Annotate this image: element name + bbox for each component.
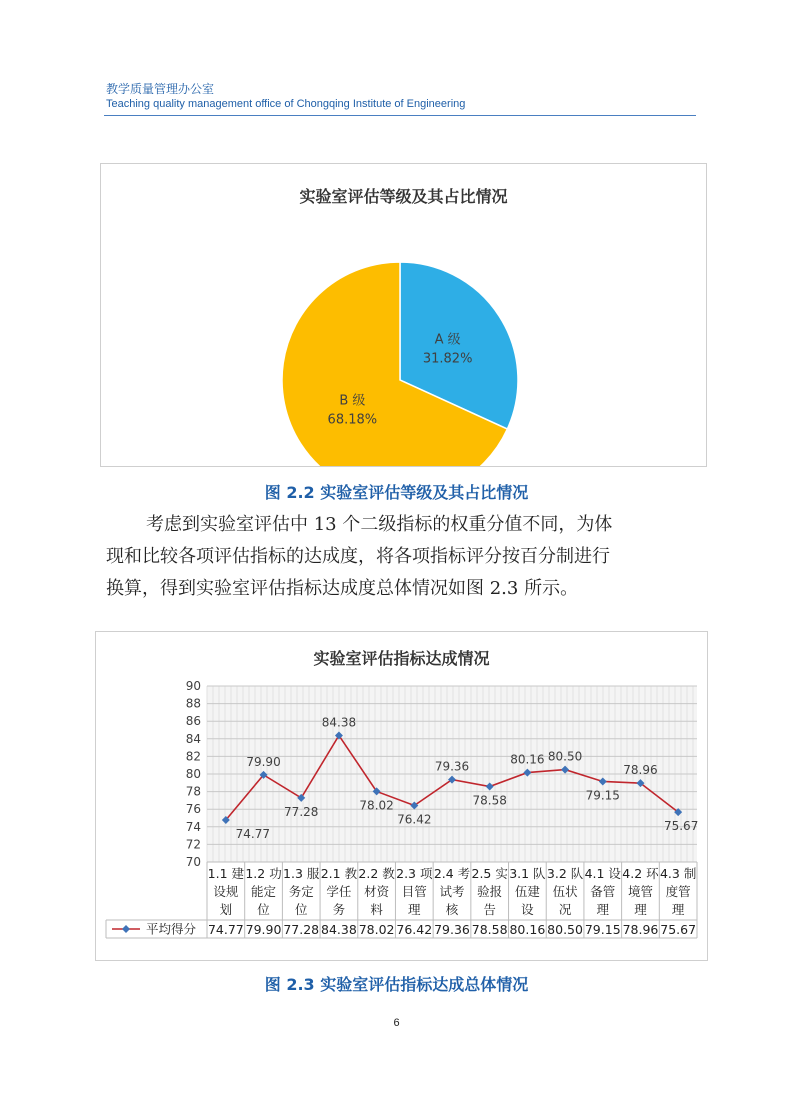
x-category-label: 位: [294, 902, 308, 917]
table-value-cell: 80.16: [509, 922, 546, 937]
y-tick-label: 84: [185, 731, 201, 746]
x-category-label: 位: [257, 902, 270, 917]
pie-slice-value-label: 31.82%: [422, 351, 473, 367]
pie-chart-frame: [100, 163, 707, 467]
data-label: 78.58: [472, 793, 507, 808]
header-org-cn: 教学质量管理办公室: [106, 82, 215, 96]
x-category-label: 2.2 教: [358, 866, 395, 881]
x-category-label: 告: [483, 902, 496, 917]
y-tick-label: 80: [185, 767, 201, 781]
body-paragraph: [106, 509, 700, 605]
y-tick-label: 82: [185, 749, 201, 764]
figure-caption-2-3: 图 2.3 实验室评估指标达成总体情况: [264, 975, 529, 994]
x-category-label: 2.5 实: [471, 866, 508, 881]
pie-chart-title: 实验室评估等级及其占比情况: [299, 187, 508, 206]
x-category-label: 伍状: [552, 884, 578, 899]
x-category-label: 料: [370, 902, 383, 917]
x-category-label: 2.4 考: [433, 866, 471, 881]
data-label: 78.02: [359, 798, 394, 813]
paragraph-line: 现和比较各项评估指标的达成度，将各项指标评分按百分制进行: [106, 546, 610, 567]
data-label: 84.38: [321, 715, 357, 730]
data-label: 74.77: [235, 827, 271, 842]
x-category-label: 设: [521, 902, 534, 917]
pie-chart: [101, 164, 706, 466]
x-category-label: 4.3 制: [659, 866, 697, 881]
data-label: 79.90: [246, 754, 281, 769]
table-value-cell: 78.96: [622, 922, 659, 937]
table-value-cell: 79.15: [584, 922, 621, 937]
table-value-cell: 75.67: [660, 922, 697, 937]
table-value-cell: 79.90: [245, 922, 282, 937]
data-label: 75.67: [663, 819, 699, 834]
x-category-label: 设规: [213, 884, 239, 899]
x-category-label: 2.3 项: [396, 866, 433, 881]
legend-label: 平均得分: [146, 921, 197, 937]
x-category-label: 1.3 服: [283, 866, 320, 881]
x-category-label: 务: [332, 902, 346, 917]
data-label: 79.15: [585, 788, 620, 803]
x-category-label: 验报: [477, 884, 503, 899]
y-tick-label: 86: [185, 714, 201, 729]
x-category-label: 试考: [439, 884, 465, 899]
header-org-en: Teaching quality management office of Chongqing Institute of Engineering: [106, 98, 466, 110]
y-tick-label: 88: [185, 696, 201, 711]
line-chart-title: 实验室评估指标达成情况: [313, 649, 490, 668]
x-category-label: 划: [219, 902, 233, 917]
x-category-label: 1.1 建: [207, 866, 245, 881]
x-category-label: 伍建: [514, 884, 540, 899]
paragraph-line: 换算，得到实验室评估指标达成度总体情况如图 2.3 所示。: [106, 578, 579, 599]
paragraph-line: 考虑到实验室评估中 13 个二级指标的权重分值不同，为体: [146, 514, 613, 535]
y-tick-label: 78: [185, 784, 201, 799]
x-category-label: 2.1 教: [320, 866, 358, 881]
pie-slice-value-label: 68.18%: [327, 412, 378, 428]
x-category-label: 4.1 设: [584, 866, 621, 881]
x-category-label: 3.1 队: [509, 866, 546, 881]
table-value-cell: 80.50: [547, 922, 583, 937]
x-category-label: 材资: [364, 884, 390, 899]
data-label: 76.42: [397, 812, 432, 827]
x-category-label: 境管: [627, 884, 653, 899]
header-divider: [104, 115, 696, 116]
x-category-label: 目管: [401, 884, 427, 899]
x-category-label: 理: [596, 902, 610, 917]
data-label: 78.96: [623, 763, 658, 778]
x-category-label: 况: [558, 902, 572, 917]
data-label: 80.16: [510, 752, 545, 767]
table-value-cell: 77.28: [283, 922, 320, 937]
y-tick-label: 70: [185, 855, 201, 869]
y-tick-label: 74: [185, 819, 201, 834]
x-category-label: 备管: [590, 884, 616, 899]
table-value-cell: 74.77: [207, 922, 244, 937]
line-chart: [96, 632, 707, 960]
data-label: 77.28: [284, 804, 319, 819]
x-category-label: 务定: [288, 884, 314, 899]
x-category-label: 理: [671, 902, 685, 917]
x-category-label: 能定: [251, 884, 277, 899]
x-category-label: 3.2 队: [546, 866, 584, 881]
data-label: 80.50: [547, 749, 583, 764]
y-tick-label: 90: [185, 679, 201, 693]
y-tick-label: 76: [185, 802, 201, 817]
table-value-cell: 79.36: [434, 922, 470, 937]
legend-marker: [122, 925, 130, 933]
x-category-label: 1.2 功: [245, 866, 282, 881]
table-value-cell: 78.02: [358, 922, 395, 937]
x-category-label: 度管: [665, 884, 691, 899]
table-value-cell: 76.42: [396, 922, 433, 937]
line-chart-frame: [95, 631, 708, 961]
table-value-cell: 84.38: [321, 922, 357, 937]
table-value-cell: 78.58: [471, 922, 508, 937]
y-tick-label: 72: [185, 837, 201, 852]
x-category-label: 理: [408, 902, 421, 917]
page-number: 6: [393, 1017, 400, 1029]
figure-caption-2-2: 图 2.2 实验室评估等级及其占比情况: [264, 483, 529, 502]
pie-slice-label: B 级: [339, 393, 366, 409]
pie-slice-label: A 级: [434, 332, 461, 348]
x-category-label: 4.2 环: [622, 866, 659, 881]
data-label: 79.36: [434, 759, 470, 774]
x-category-label: 核: [445, 902, 459, 917]
x-category-label: 理: [634, 902, 647, 917]
x-category-label: 学任: [326, 884, 352, 899]
